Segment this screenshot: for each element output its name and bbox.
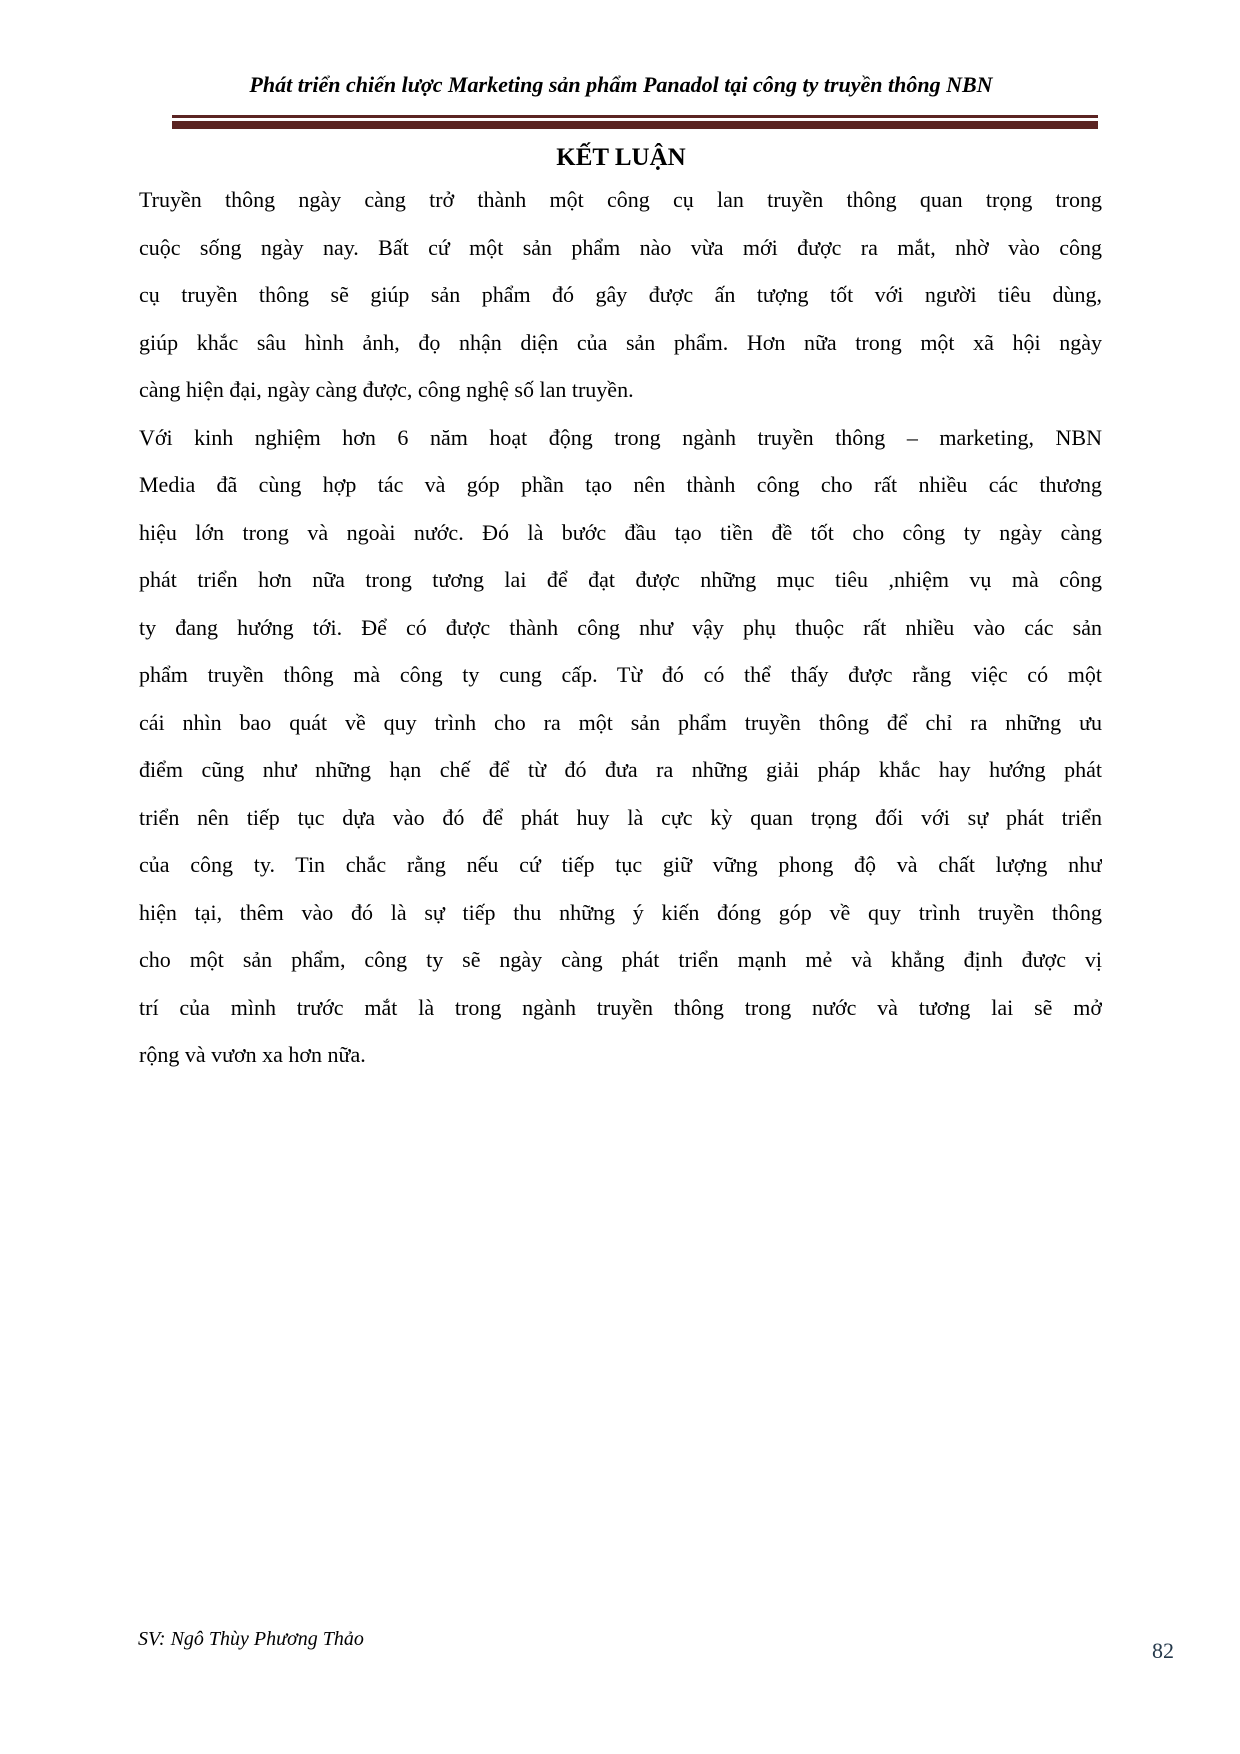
body-line: cho một sản phẩm, công ty sẽ ngày càng phát triển mạnh mẻ và khẳng định được vị: [139, 947, 1102, 972]
body-line: ty đang hướng tới. Để có được thành công như vậy phụ thuộc rất nhiều vào các sản: [139, 614, 1102, 640]
body-line: rộng và vươn xa hơn nữa.: [139, 1042, 366, 1067]
body-line: triển nên tiếp tục dựa vào đó để phát huy là cực kỳ quan trọng đối với sự phát triển: [139, 804, 1102, 830]
paragraph: [139, 414, 1102, 1079]
page-number: 82: [1152, 1638, 1174, 1663]
body-line: phẩm truyền thông mà công ty cung cấp. Từ đó có thể thấy được rằng việc có một: [139, 662, 1102, 687]
body-line: trí của mình trước mắt là trong ngành truyền thông trong nước và tương lai sẽ mở: [139, 994, 1102, 1020]
running-header: Phát triển chiến lược Marketing sản phẩm Panadol tại công ty truyền thông NBN: [249, 72, 993, 97]
body-line: giúp khắc sâu hình ảnh, đọ nhận diện của sản phẩm. Hơn nữa trong một xã hội ngày: [139, 329, 1102, 355]
body-text: [139, 176, 1102, 1079]
body-line: cái nhìn bao quát về quy trình cho ra một sản phẩm truyền thông để chỉ ra những ưu: [139, 709, 1102, 735]
body-line: hiện tại, thêm vào đó là sự tiếp thu những ý kiến đóng góp về quy trình truyền thông: [139, 899, 1102, 925]
body-line: Với kinh nghiệm hơn 6 năm hoạt động trong ngành truyền thông – marketing, NBN: [139, 424, 1102, 450]
body-line: của công ty. Tin chắc rằng nếu cứ tiếp tục giữ vững phong độ và chất lượng như: [139, 852, 1102, 877]
paragraph: [139, 176, 1102, 414]
footer-author: SV: Ngô Thùy Phương Thảo: [138, 1628, 364, 1650]
body-line: càng hiện đại, ngày càng được, công nghệ số lan truyền.: [139, 377, 634, 402]
body-line: điểm cũng như những hạn chế để từ đó đưa ra những giải pháp khắc hay hướng phát: [139, 757, 1102, 782]
body-line: phát triển hơn nữa trong tương lai để đạt được những mục tiêu ,nhiệm vụ mà công: [139, 567, 1102, 592]
body-line: Media đã cùng hợp tác và góp phần tạo nên thành công cho rất nhiều các thương: [139, 472, 1102, 497]
page-title: KẾT LUẬN: [556, 144, 686, 171]
body-line: cụ truyền thông sẽ giúp sản phẩm đó gây được ấn tượng tốt với người tiêu dùng,: [139, 282, 1102, 307]
header-rule: [172, 115, 1098, 129]
body-line: cuộc sống ngày nay. Bất cứ một sản phẩm nào vừa mới được ra mắt, nhờ vào công: [139, 234, 1102, 260]
body-line: hiệu lớn trong và ngoài nước. Đó là bước đầu tạo tiền đề tốt cho công ty ngày càng: [139, 519, 1102, 545]
body-line: Truyền thông ngày càng trở thành một công cụ lan truyền thông quan trọng trong: [139, 187, 1102, 212]
